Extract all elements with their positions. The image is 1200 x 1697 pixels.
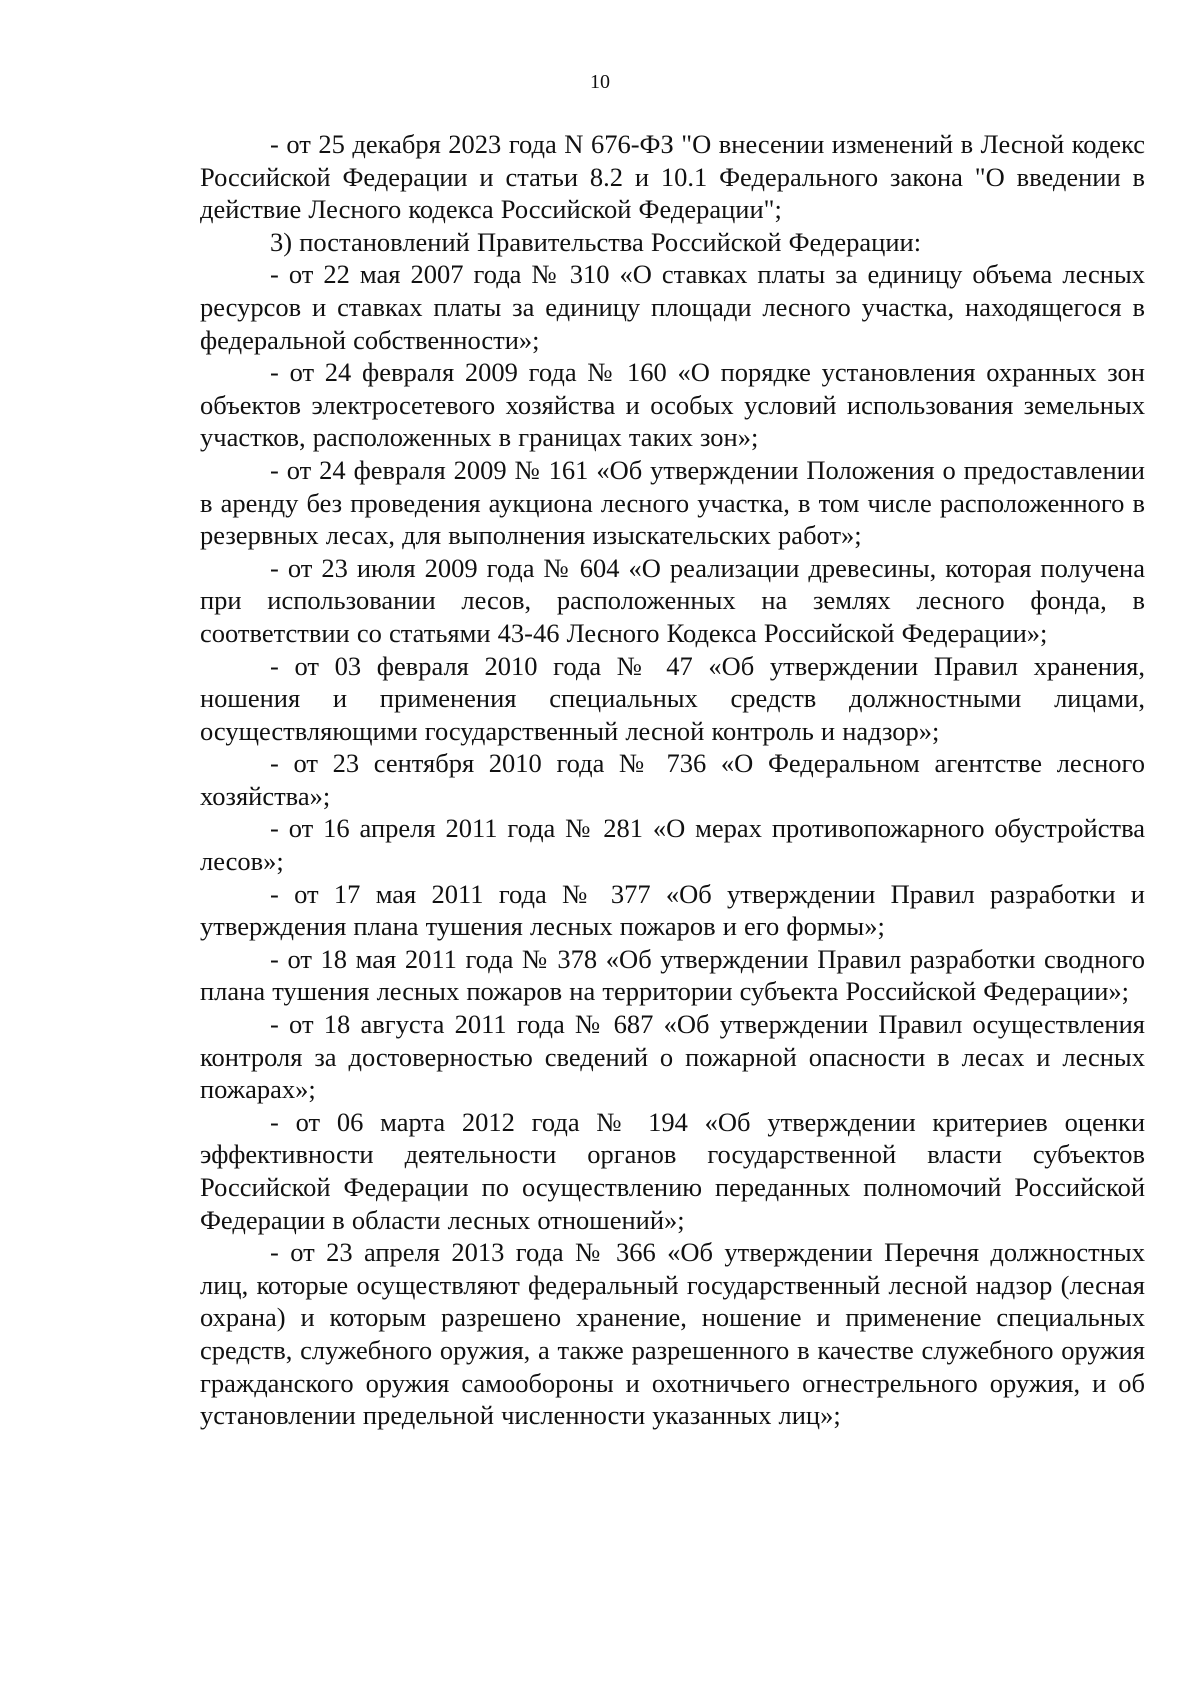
paragraph-decree-310: - от 22 мая 2007 года № 310 «О ставках платы за единицу объема лесных ресурсов и ставках платы за единицу площади лесного участка, находящегося в федеральной собственности»; [200,259,1145,355]
paragraph-decree-160: - от 24 февраля 2009 года № 160 «О порядке установления охранных зон объектов электросетевого хозяйства и особых условий использования земельных участков, расположенных в границах таких зон»; [200,357,1145,453]
paragraph-decree-377: - от 17 мая 2011 года № 377 «Об утверждении Правил разработки и утверждения плана тушения лесных пожаров и его формы»; [200,878,1145,942]
paragraph-decree-736: - от 23 сентября 2010 года № 736 «О Федеральном агентстве лесного хозяйства»; [200,748,1145,811]
document-body [200,128,1145,1432]
paragraph-decree-47: - от 03 февраля 2010 года № 47 «Об утверждении Правил хранения, ношения и применения специальных средств должностными лицами, осуществляющими государственный лесной контроль и надзор»; [200,650,1145,746]
paragraph-decree-604: - от 23 июля 2009 года № 604 «О реализации древесины, которая получена при использовании лесов, расположенных на землях лесного фонда, в соответствии со статьями 43-46 Лесного Кодекса Российской Федерации»; [200,552,1145,648]
paragraph-decree-281: - от 16 апреля 2011 года № 281 «О мерах противопожарного обустройства лесов»; [200,813,1145,877]
paragraph-decree-378: - от 18 мая 2011 года № 378 «Об утверждении Правил разработки сводного плана тушения лесных пожаров на территории субъекта Российской Федерации»; [200,943,1145,1007]
paragraph-law-676fz: - от 25 декабря 2023 года N 676-ФЗ "О внесении изменений в Лесной кодекс Российской Федерации и статьи 8.2 и 10.1 Федерального закона "О введении в действие Лесного кодекса Российской Федерации"; [200,129,1145,225]
paragraph-decree-366: - от 23 апреля 2013 года № 366 «Об утверждении Перечня должностных лиц, которые осуществляют федеральный государственный лесной надзор (лесная охрана) и которым разрешено хранение, ношение и применение специальных средств, служебного оружия, а также разрешенного в качестве служебного оружия гражданского оружия самообороны и охотничьего огнестрельного оружия, и об установлении предельной численности указанных лиц»; [200,1237,1145,1431]
paragraph-government-decrees-heading: 3) постановлений Правительства Российской Федерации: [270,226,922,257]
page-number: 10 [590,71,610,93]
paragraph-decree-161: - от 24 февраля 2009 № 161 «Об утверждении Положения о предоставлении в аренду без проведения аукциона лесного участка, в том числе расположенного в резервных лесах, для выполнения изыскательских работ»; [200,454,1145,551]
paragraph-decree-687: - от 18 августа 2011 года № 687 «Об утверждении Правил осуществления контроля за достоверностью сведений о пожарной опасности в лесах и лесных пожарах»; [200,1009,1145,1105]
paragraph-decree-194: - от 06 марта 2012 года № 194 «Об утверждении критериев оценки эффективности деятельности органов государственной власти субъектов Российской Федерации по осуществлению переданных полномочий Российской Федерации в области лесных отношений»; [200,1106,1145,1235]
